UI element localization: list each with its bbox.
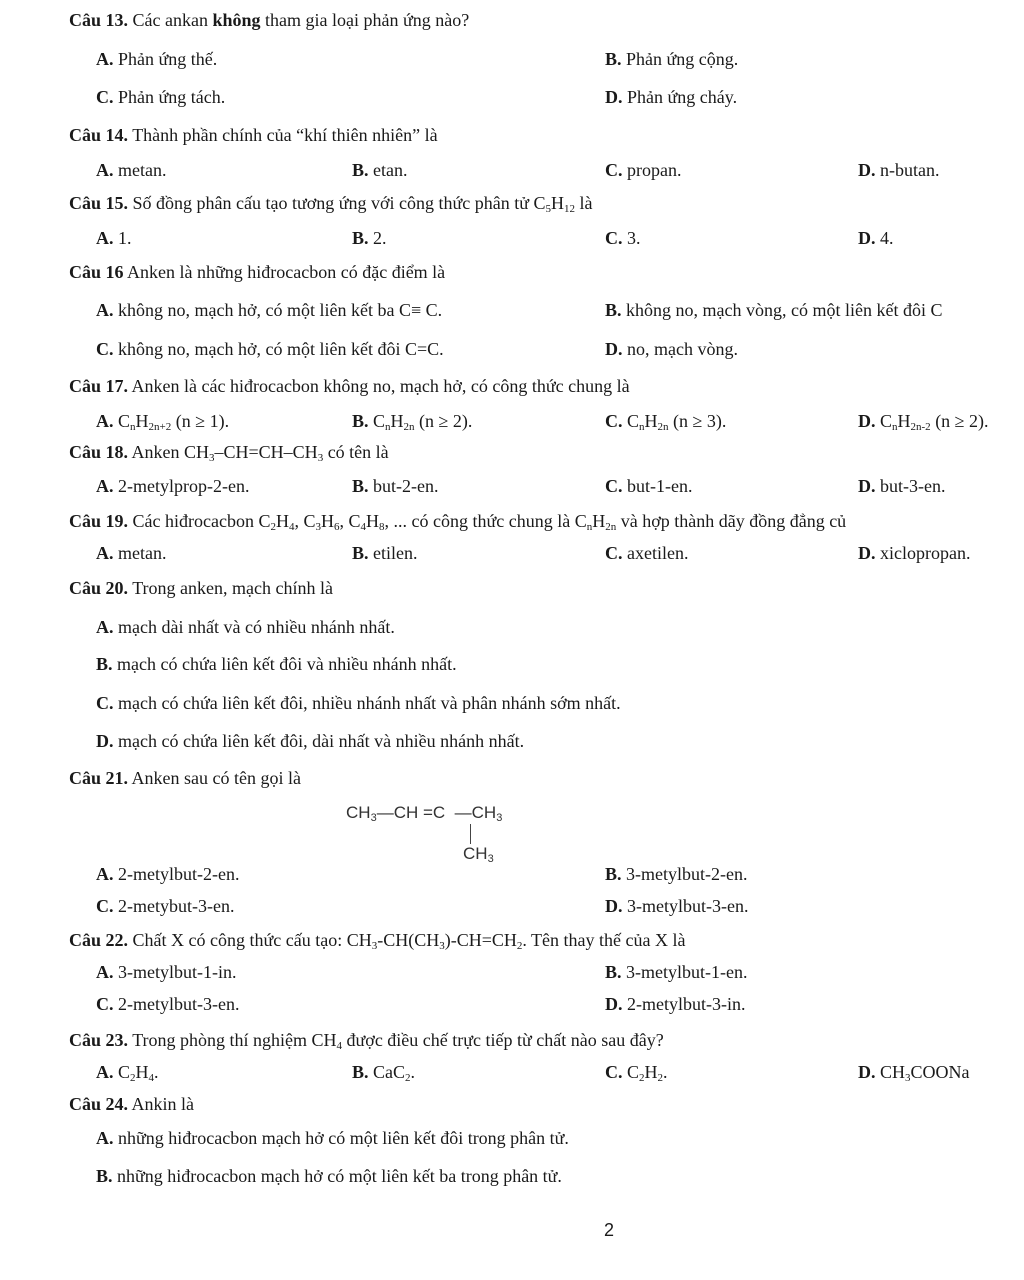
option-key: C.	[96, 994, 114, 1014]
option-text: 4.	[875, 228, 894, 248]
option-key: C.	[605, 476, 623, 496]
formula: C	[875, 411, 893, 431]
option-b	[605, 49, 738, 70]
formula: H	[390, 411, 404, 431]
option-text: metan.	[113, 543, 167, 563]
subscript: 3	[209, 452, 215, 464]
question-label: Câu 14.	[69, 125, 129, 145]
subscript: 8	[379, 521, 385, 533]
subscript: 4	[148, 1072, 155, 1084]
formula: C	[622, 1062, 640, 1082]
question-19	[69, 511, 846, 532]
option-key: A.	[96, 1062, 114, 1082]
formula: H	[551, 193, 565, 213]
question-label: Câu 21.	[69, 768, 129, 788]
option-key: D.	[858, 1062, 876, 1082]
option-key: B.	[605, 49, 622, 69]
subscript: n	[639, 421, 645, 433]
subscript: 3	[317, 452, 324, 464]
question-label: Câu 23.	[69, 1030, 129, 1050]
option-text: 2-metylbut-3-in.	[622, 994, 746, 1014]
option-text: 2-metylbut-2-en.	[113, 864, 240, 884]
formula: C	[113, 1062, 131, 1082]
option-c	[605, 411, 726, 432]
question-text: Trong phòng thí nghiệm CH	[128, 1030, 337, 1050]
option-a	[96, 411, 229, 432]
option-a	[96, 617, 395, 638]
group-ch3: CH	[346, 803, 371, 822]
option-c	[605, 160, 681, 181]
option-d	[858, 228, 894, 249]
option-d	[858, 476, 945, 497]
option-key: B.	[352, 543, 369, 563]
formula: -CH(CH	[377, 930, 440, 950]
subscript: 3	[315, 521, 321, 533]
question-text: Ankin là	[128, 1094, 195, 1114]
option-text: 2-metybut-3-en.	[113, 896, 235, 916]
group-ch: CH	[393, 803, 419, 822]
formula: H	[592, 511, 606, 531]
subscript: 2n	[605, 521, 617, 533]
option-key: D.	[605, 87, 623, 107]
formula: CaC	[368, 1062, 406, 1082]
subscript: 3	[439, 940, 445, 952]
option-key: C.	[605, 543, 623, 563]
condition: (n ≥ 2).	[930, 411, 989, 431]
question-text: Thành phần chính của “khí thiên nhiên” là	[128, 125, 438, 145]
option-text: mạch dài nhất và có nhiều nhánh nhất.	[113, 617, 395, 637]
subscript: 2	[405, 1072, 411, 1084]
option-a	[96, 476, 249, 497]
option-b	[352, 411, 472, 432]
question-24	[69, 1094, 194, 1115]
option-key: D.	[605, 994, 623, 1014]
option-a	[96, 228, 132, 249]
option-key: A.	[96, 228, 114, 248]
group-c: C	[432, 803, 446, 822]
question-17	[69, 376, 630, 397]
option-key: C.	[605, 1062, 623, 1082]
option-key: D.	[858, 543, 876, 563]
subscript: 4	[360, 521, 366, 533]
option-text: Phản ứng cộng.	[621, 49, 739, 69]
subscript: 4	[288, 521, 295, 533]
subscript: 2n	[403, 421, 415, 433]
subscript: 2	[639, 1072, 645, 1084]
formula: )-CH=CH	[444, 930, 517, 950]
option-key: A.	[96, 543, 114, 563]
option-key: B.	[352, 160, 369, 180]
question-text: . Tên thay thế của X là	[522, 930, 686, 950]
option-text: 3.	[622, 228, 641, 248]
question-text: Số đồng phân cấu tạo tương ứng với công thức phân tử	[128, 193, 534, 213]
formula: –CH=CH–CH	[214, 442, 318, 462]
option-b	[605, 864, 747, 885]
condition: (n ≥ 2).	[414, 411, 473, 431]
branch-group	[463, 844, 494, 864]
option-key: B.	[605, 962, 622, 982]
formula: H	[644, 1062, 658, 1082]
option-b	[96, 654, 457, 675]
option-key: C.	[605, 411, 623, 431]
option-key: D.	[858, 160, 876, 180]
question-text: Anken CH	[128, 442, 210, 462]
subscript: n	[385, 421, 391, 433]
option-text: không no, mạch hở, có một liên kết ba C≡ C.	[113, 300, 443, 320]
formula: .	[154, 1062, 159, 1082]
option-b	[352, 543, 418, 564]
question-text: được điều chế trực tiếp từ chất nào sau đây?	[342, 1030, 664, 1050]
question-label: Câu 19.	[69, 511, 129, 531]
subscript: 2n+2	[148, 421, 172, 433]
subscript: 5	[545, 203, 552, 215]
option-key: B.	[352, 1062, 369, 1082]
option-key: B.	[96, 1166, 113, 1186]
subscript: 3	[371, 940, 378, 952]
branch-bond	[470, 824, 471, 844]
option-c	[605, 476, 692, 497]
option-c	[96, 693, 621, 714]
option-text: 3-metylbut-1-en.	[621, 962, 748, 982]
option-d	[605, 339, 738, 360]
option-key: B.	[352, 476, 369, 496]
subscript: 2	[270, 521, 276, 533]
option-text: mạch có chứa liên kết đôi, nhiều nhánh nhất và phân nhánh sớm nhất.	[113, 693, 621, 713]
option-key: B.	[605, 864, 622, 884]
subscript: 2	[130, 1072, 136, 1084]
question-label: Câu 16	[69, 262, 124, 282]
formula: H	[275, 511, 289, 531]
option-a	[96, 1062, 159, 1083]
option-text: propan.	[622, 160, 682, 180]
option-key: C.	[605, 228, 623, 248]
option-text: 3-metylbut-1-in.	[113, 962, 237, 982]
question-14	[69, 125, 438, 146]
option-text: 2.	[368, 228, 387, 248]
option-text: những hiđrocacbon mạch hở có một liên kết đôi trong phân tử.	[113, 1128, 569, 1148]
emphasis: không	[212, 10, 261, 30]
formula: COONa	[910, 1062, 970, 1082]
question-text: tham gia loại phản ứng nào?	[260, 10, 470, 30]
question-text: Trong anken, mạch chính là	[128, 578, 333, 598]
question-15	[69, 193, 593, 214]
option-b	[352, 228, 387, 249]
formula: C	[622, 411, 640, 431]
option-key: A.	[96, 300, 114, 320]
option-text: không no, mạch vòng, có một liên kết đôi C	[621, 300, 943, 320]
option-key: B.	[605, 300, 622, 320]
option-c	[96, 87, 225, 108]
question-text: Anken là các hiđrocacbon không no, mạch hở, có công thức chung là	[128, 376, 630, 396]
option-c	[605, 1062, 668, 1083]
option-b	[96, 1166, 562, 1187]
subscript: 2n-2	[910, 421, 931, 433]
question-label: Câu 24.	[69, 1094, 129, 1114]
formula: H	[366, 511, 379, 531]
option-text: etan.	[368, 160, 408, 180]
option-text: 1.	[113, 228, 132, 248]
option-text: những hiđrocacbon mạch hở có một liên kết ba trong phân tử.	[112, 1166, 562, 1186]
option-text: 3-metylbut-2-en.	[621, 864, 748, 884]
option-key: A.	[96, 1128, 114, 1148]
question-23	[69, 1030, 664, 1051]
option-key: A.	[96, 962, 114, 982]
option-key: A.	[96, 617, 114, 637]
group-ch3: CH	[471, 803, 497, 822]
question-label: Câu 13.	[69, 10, 129, 30]
option-d	[605, 896, 748, 917]
double-bond: =	[422, 803, 433, 822]
option-b	[605, 300, 942, 321]
question-text: có tên là	[323, 442, 389, 462]
option-key: D.	[858, 476, 876, 496]
option-key: B.	[352, 228, 369, 248]
option-d	[858, 543, 970, 564]
option-b	[352, 1062, 415, 1083]
option-key: B.	[352, 411, 369, 431]
formula: CH	[875, 1062, 906, 1082]
subscript: 2	[516, 940, 523, 952]
option-key: D.	[96, 731, 114, 751]
formula: C	[368, 411, 386, 431]
subscript: n	[586, 521, 593, 533]
option-key: C.	[96, 896, 114, 916]
condition: (n ≥ 1).	[171, 411, 230, 431]
option-key: C.	[605, 160, 623, 180]
option-key: A.	[96, 160, 114, 180]
option-key: A.	[96, 49, 114, 69]
formula: C	[113, 411, 131, 431]
option-text: no, mạch vòng.	[622, 339, 738, 359]
option-text: but-2-en.	[368, 476, 439, 496]
subscript: 6	[333, 521, 340, 533]
formula: , C	[339, 511, 361, 531]
option-key: A.	[96, 411, 114, 431]
question-text: Các ankan	[128, 10, 213, 30]
formula: H	[644, 411, 658, 431]
option-key: A.	[96, 476, 114, 496]
question-text: và hợp thành dãy đồng đẳng củ	[616, 511, 847, 531]
condition: (n ≥ 3).	[668, 411, 727, 431]
formula: , C	[294, 511, 316, 531]
group-ch3: CH	[463, 844, 488, 863]
option-a	[96, 300, 442, 321]
option-b	[352, 160, 408, 181]
option-text: Phản ứng tách.	[113, 87, 226, 107]
option-b	[352, 476, 439, 497]
option-text: n-butan.	[875, 160, 940, 180]
option-key: C.	[96, 339, 114, 359]
question-label: Câu 20.	[69, 578, 129, 598]
formula: .	[663, 1062, 668, 1082]
option-d	[96, 731, 524, 752]
question-22	[69, 930, 685, 951]
subscript: 3	[370, 812, 377, 824]
question-text: Các hiđrocacbon C	[128, 511, 271, 531]
option-d	[858, 411, 989, 432]
option-key: D.	[605, 339, 623, 359]
option-text: metan.	[113, 160, 167, 180]
option-text: 3-metylbut-3-en.	[622, 896, 749, 916]
subscript: 2	[657, 1072, 664, 1084]
option-c	[96, 339, 444, 360]
question-13	[69, 10, 469, 31]
formula: C	[533, 193, 546, 213]
option-text: Phản ứng cháy.	[622, 87, 738, 107]
option-text: Phản ứng thế.	[113, 49, 218, 69]
option-text: axetilen.	[622, 543, 689, 563]
option-text: 2-metylbut-3-en.	[113, 994, 240, 1014]
page-number: 2	[604, 1220, 615, 1240]
option-text: 2-metylprop-2-en.	[113, 476, 250, 496]
question-text: Anken là những hiđrocacbon có đặc điểm là	[123, 262, 446, 282]
option-d	[605, 994, 745, 1015]
option-text: etilen.	[368, 543, 418, 563]
option-a	[96, 49, 217, 70]
option-key: D.	[605, 896, 623, 916]
option-key: C.	[96, 87, 114, 107]
option-text: xiclopropan.	[875, 543, 971, 563]
option-a	[96, 160, 166, 181]
option-key: D.	[858, 228, 876, 248]
question-16	[69, 262, 445, 283]
option-a	[96, 543, 166, 564]
option-c	[605, 228, 641, 249]
structural-formula	[346, 803, 503, 865]
option-key: D.	[858, 411, 876, 431]
option-text: but-1-en.	[622, 476, 693, 496]
formula: H	[897, 411, 911, 431]
option-key: A.	[96, 864, 114, 884]
question-label: Câu 15.	[69, 193, 129, 213]
option-d	[858, 160, 939, 181]
option-c	[96, 896, 234, 917]
question-21	[69, 768, 301, 789]
subscript: n	[130, 421, 136, 433]
single-bond: —	[376, 803, 394, 822]
question-text: Anken sau có tên gọi là	[128, 768, 301, 788]
subscript: 3	[496, 812, 503, 824]
subscript: n	[892, 421, 898, 433]
option-a	[96, 1128, 569, 1149]
subscript: 4	[336, 1040, 343, 1052]
question-text: Chất X có công thức cấu tạo: CH	[128, 930, 372, 950]
subscript: 3	[487, 853, 494, 865]
subscript: 2n	[657, 421, 669, 433]
subscript: 3	[905, 1072, 911, 1084]
option-c	[96, 994, 239, 1015]
option-b	[605, 962, 747, 983]
option-a	[96, 962, 236, 983]
option-d	[605, 87, 737, 108]
formula: .	[410, 1062, 416, 1082]
option-a	[96, 864, 239, 885]
option-key: C.	[96, 693, 114, 713]
question-label: Câu 18.	[69, 442, 129, 462]
question-label: Câu 17.	[69, 376, 129, 396]
formula: H	[135, 411, 149, 431]
question-text: là	[575, 193, 593, 213]
option-key: B.	[96, 654, 113, 674]
option-text: mạch có chứa liên kết đôi, dài nhất và nhiều nhánh nhất.	[113, 731, 525, 751]
question-20	[69, 578, 333, 599]
question-text: , ... có công thức chung là C	[384, 511, 587, 531]
option-text: không no, mạch hở, có một liên kết đôi C=C.	[113, 339, 444, 359]
formula: H	[320, 511, 334, 531]
subscript: 12	[564, 203, 576, 215]
question-18	[69, 442, 389, 463]
option-c	[605, 543, 688, 564]
option-text: mạch có chứa liên kết đôi và nhiều nhánh nhất.	[112, 654, 457, 674]
single-bond: —	[454, 803, 472, 822]
option-text: but-3-en.	[875, 476, 946, 496]
question-label: Câu 22.	[69, 930, 129, 950]
option-d	[858, 1062, 970, 1083]
formula: H	[135, 1062, 149, 1082]
